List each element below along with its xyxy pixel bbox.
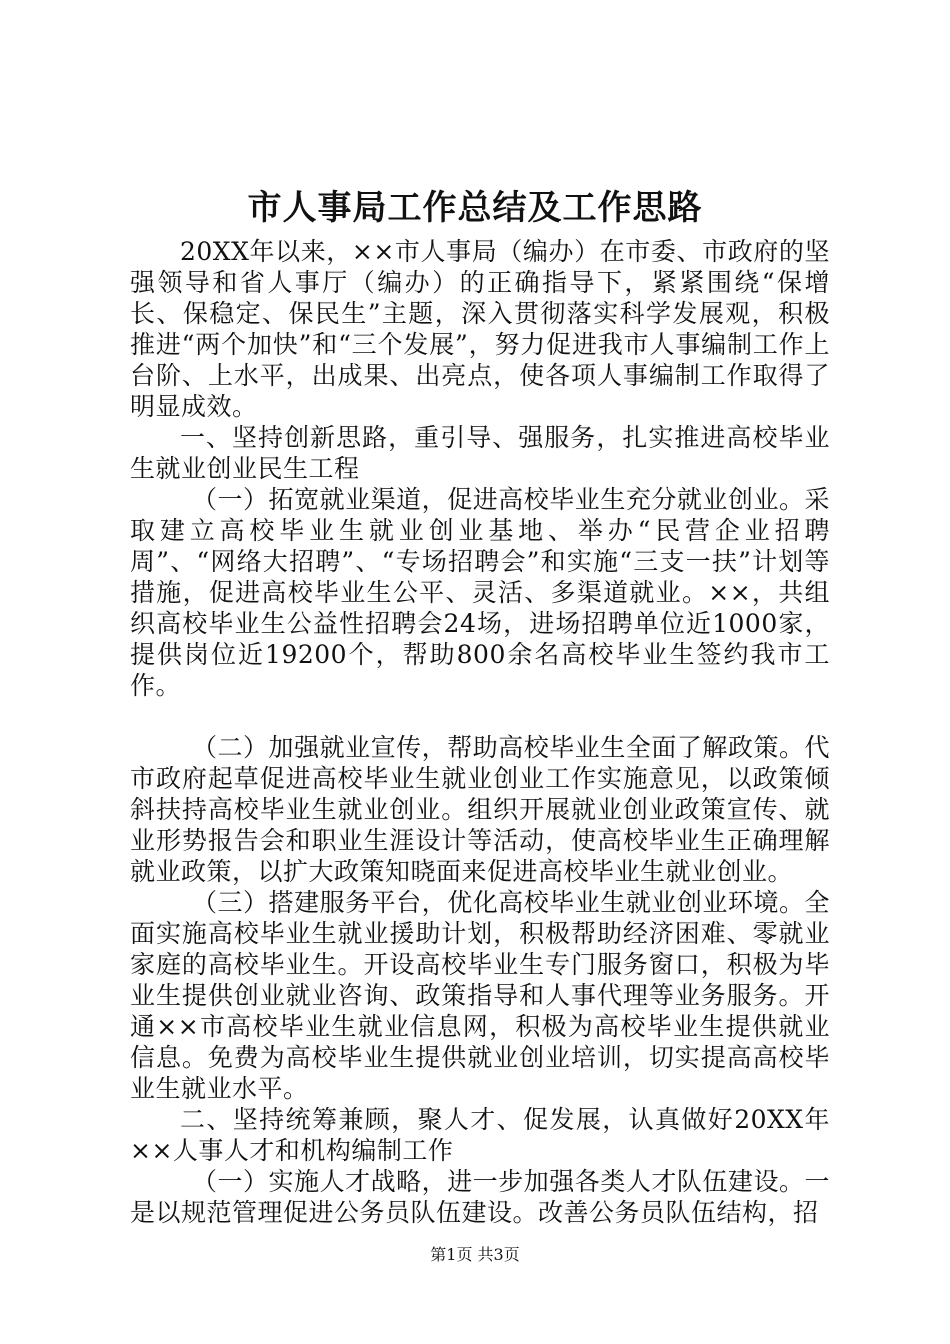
section-heading-1: 一、坚持创新思路，重引导、强服务，扎实推进高校毕业生就业创业民生工程 <box>130 423 830 483</box>
subsection-paragraph-2-1: （一）实施人才战略，进一步加强各类人才队伍建设。一是以规范管理促进公务员队伍建设。改善公务员队伍结构，招 <box>130 1167 830 1227</box>
section-heading-2: 二、坚持统筹兼顾，聚人才、促发展，认真做好20XX年××人事人才和机构编制工作 <box>130 1105 830 1165</box>
page-number-footer: 第1页 共3页 <box>430 1245 520 1264</box>
paragraph-spacer <box>130 701 830 732</box>
document-title: 市人事局工作总结及工作思路 <box>247 188 703 228</box>
intro-paragraph: 20XX年以来，××市人事局（编办）在市委、市政府的坚强领导和省人事厅（编办）的正确指导下，紧紧围绕“保增长、保稳定、保民生”主题，深入贯彻落实科学发展观，积极推进“两个加快”和“三个发展”，努力促进我市人事编制工作上台阶、上水平，出成果、出亮点，使各项人事编制工作取得了明显成效。 <box>130 237 830 421</box>
document-body <box>130 236 830 1228</box>
subsection-paragraph-1-3: （三）搭建服务平台，优化高校毕业生就业创业环境。全面实施高校毕业生就业援助计划，积极帮助经济困难、零就业家庭的高校毕业生。开设高校毕业生专门服务窗口，积极为毕业生提供创业就业咨询、政策指导和人事代理等业务服务。开通××市高校毕业生就业信息网，积极为高校毕业生提供就业信息。免费为高校毕业生提供就业创业培训，切实提高高校毕业生就业水平。 <box>130 888 830 1103</box>
subsection-paragraph-1-2: （二）加强就业宣传，帮助高校毕业生全面了解政策。代市政府起草促进高校毕业生就业创业工作实施意见，以政策倾斜扶持高校毕业生就业创业。组织开展就业创业政策宣传、就业形势报告会和职业生涯设计等活动，使高校毕业生正确理解就业政策，以扩大政策知晓面来促进高校毕业生就业创业。 <box>130 733 830 886</box>
subsection-paragraph-1-1: （一）拓宽就业渠道，促进高校毕业生充分就业创业。采取建立高校毕业生就业创业基地、举办“民营企业招聘周”、“网络大招聘”、“专场招聘会”和实施“三支一扶”计划等措施，促进高校毕业生公平、灵活、多渠道就业。××，共组织高校毕业生公益性招聘会24场，进场招聘单位近1000家，提供岗位近19200个，帮助800余名高校毕业生签约我市工作。 <box>130 485 830 700</box>
